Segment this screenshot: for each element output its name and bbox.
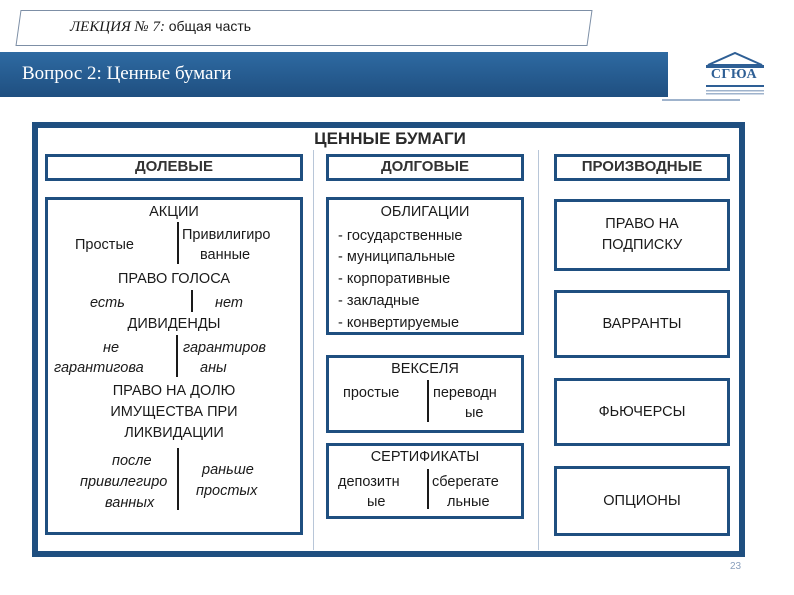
voting-yes: есть xyxy=(90,295,125,311)
bonds-title: ОБЛИГАЦИИ xyxy=(380,204,470,220)
subscription-right-line2: ПОДПИСКУ xyxy=(601,237,683,253)
subscription-right-box xyxy=(554,199,730,271)
liquidation-title-line1: ПРАВО НА ДОЛЮ xyxy=(112,383,236,399)
after-preferred-line1: после xyxy=(112,453,152,469)
certificates-savings-line1: сберегате xyxy=(432,474,499,490)
topic-title: Вопрос 2: Ценные бумаги xyxy=(22,63,232,84)
options-label: ОПЦИОНЫ xyxy=(603,493,681,509)
certificates-deposit-line2: ые xyxy=(367,494,386,510)
ordinary-shares: Простые xyxy=(75,237,134,253)
divider xyxy=(177,222,179,264)
voting-right-title: ПРАВО ГОЛОСА xyxy=(117,271,231,287)
lecture-subtitle: общая часть xyxy=(168,18,252,34)
preferred-shares-line1: Привилигиро xyxy=(182,227,271,243)
column-separator xyxy=(538,150,539,550)
bonds-item: - государственные xyxy=(338,228,463,244)
warrants-label: ВАРРАНТЫ xyxy=(602,316,682,332)
dividends-guaranteed-line2: аны xyxy=(200,360,227,376)
voting-no: нет xyxy=(215,295,243,311)
logo-text: СГЮА xyxy=(710,67,758,82)
divider xyxy=(177,448,179,510)
page-number: 23 xyxy=(730,561,742,572)
dividends-not-guaranteed-line2: гарантигова xyxy=(54,360,144,376)
liquidation-title-line3: ЛИКВИДАЦИИ xyxy=(124,425,224,441)
divider xyxy=(191,290,193,312)
diagram-title: ЦЕННЫЕ БУМАГИ xyxy=(314,129,466,148)
shares-title: АКЦИИ xyxy=(149,204,199,220)
lecture-title xyxy=(70,18,251,36)
after-preferred-line2: привилегиро xyxy=(80,474,168,490)
derivatives-header: ПРОИЗВОДНЫЕ xyxy=(581,158,703,175)
before-ordinary-line2: простых xyxy=(196,483,258,499)
after-preferred-line3: ванных xyxy=(105,495,155,511)
divider xyxy=(427,380,429,422)
bonds-item: - закладные xyxy=(338,293,420,309)
bonds-item: - муниципальные xyxy=(338,249,456,265)
futures-label: ФЬЮЧЕРСЫ xyxy=(598,404,686,420)
before-ordinary-line1: раньше xyxy=(202,462,254,478)
bills-transferable-line1: переводн xyxy=(433,385,497,401)
subscription-right-line1: ПРАВО НА xyxy=(605,216,679,232)
equity-header: ДОЛЕВЫЕ xyxy=(134,158,214,175)
bills-transferable-line2: ые xyxy=(465,405,484,421)
bills-title: ВЕКСЕЛЯ xyxy=(391,361,459,377)
certificates-savings-line2: льные xyxy=(447,494,490,510)
divider xyxy=(427,469,429,509)
preferred-shares-line2: ванные xyxy=(200,247,251,263)
certificates-title: СЕРТИФИКАТЫ xyxy=(370,449,480,465)
dividends-title: ДИВИДЕНДЫ xyxy=(127,316,221,332)
lecture-label: ЛЕКЦИЯ № 7: xyxy=(70,19,165,35)
dividends-not-guaranteed-line1: не xyxy=(103,340,120,356)
column-separator xyxy=(313,150,314,550)
divider xyxy=(176,335,178,377)
bonds-item: - конвертируемые xyxy=(338,315,460,331)
debt-header: ДОЛГОВЫЕ xyxy=(380,158,469,175)
certificates-deposit-line1: депозитн xyxy=(338,474,400,490)
logo-divider xyxy=(662,99,740,101)
liquidation-title-line2: ИМУЩЕСТВА ПРИ xyxy=(110,404,238,420)
dividends-guaranteed-line1: гарантиров xyxy=(183,340,266,356)
bonds-item: - корпоративные xyxy=(338,271,451,287)
bills-simple: простые xyxy=(343,385,400,401)
